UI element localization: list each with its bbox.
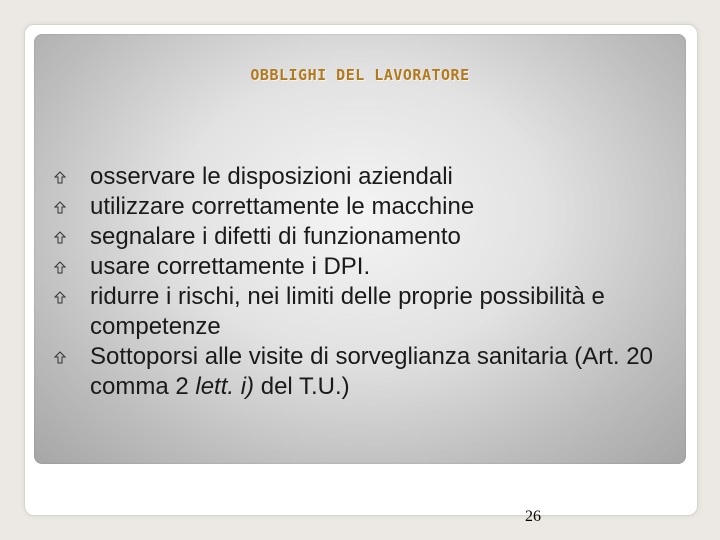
bullet-item xyxy=(54,192,674,222)
up-arrow-outline-icon xyxy=(54,231,66,245)
slide-title: OBBLIGHI DEL LAVORATORE xyxy=(250,66,470,84)
bullet-item xyxy=(54,252,674,282)
bullet-item xyxy=(54,342,674,402)
bullet-item xyxy=(54,282,674,342)
bullet-item xyxy=(54,222,674,252)
bullet-text: utilizzare correttamente le macchine xyxy=(90,193,475,220)
up-arrow-outline-icon xyxy=(54,171,66,185)
bullet-text: usare correttamente i DPI. xyxy=(90,253,371,280)
bullet-text-main: Sottoporsi alle visite di sorveglianza sanitaria (Art. 20 comma 2 xyxy=(90,343,653,400)
bullet-text: ridurre i rischi, nei limiti delle proprie possibilità e competenze xyxy=(90,283,605,340)
up-arrow-outline-icon xyxy=(54,261,66,275)
bullet-item xyxy=(54,162,674,192)
up-arrow-outline-icon xyxy=(54,351,66,365)
bullet-text-italic: lett. i) xyxy=(195,373,255,400)
bullet-list xyxy=(54,162,674,402)
bullet-text: osservare le disposizioni aziendali xyxy=(90,163,453,190)
page-number: 26 xyxy=(525,508,541,525)
up-arrow-outline-icon xyxy=(54,291,66,305)
up-arrow-outline-icon xyxy=(54,201,66,215)
bullet-text xyxy=(90,343,653,400)
bullet-text: segnalare i difetti di funzionamento xyxy=(90,223,461,250)
bullet-text-end: del T.U.) xyxy=(254,373,350,400)
